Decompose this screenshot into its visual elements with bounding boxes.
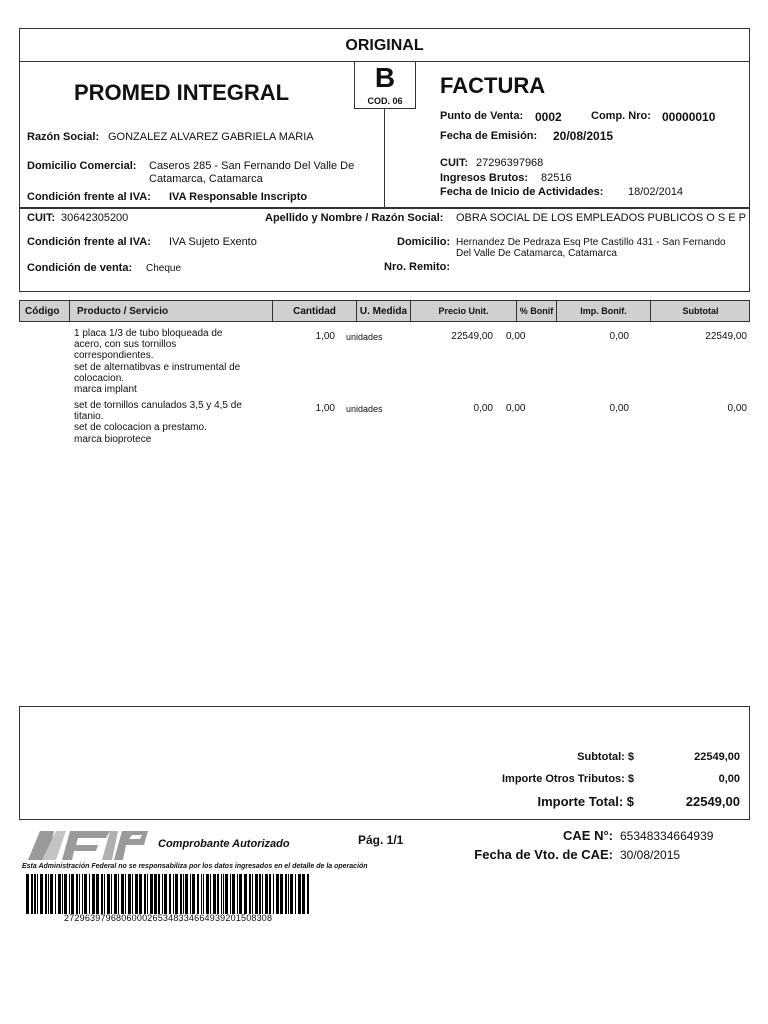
invoice-cod: COD. 06 (367, 96, 403, 106)
row-subtotal: 22549,00 (705, 331, 747, 342)
domicilio-comercial-line2: Catamarca, Catamarca (149, 173, 263, 185)
razon-social-value: GONZALEZ ALVAREZ GABRIELA MARIA (108, 131, 314, 143)
ingresos-brutos-value: 82516 (541, 172, 572, 184)
col-producto: Producto / Servicio (70, 301, 273, 321)
client-cuit-label: CUIT: (27, 212, 56, 224)
col-imp-bonif: Imp. Bonif. (557, 301, 651, 321)
comp-nro-label: Comp. Nro: (591, 110, 651, 122)
row-precio: 0,00 (473, 403, 493, 414)
importe-total-label: Importe Total: $ (537, 794, 634, 809)
items-table-header (19, 300, 750, 322)
ingresos-brutos-label: Ingresos Brutos: (440, 172, 529, 184)
client-nombre-value: OBRA SOCIAL DE LOS EMPLEADOS PUBLICOS O S E P (456, 212, 746, 224)
condicion-venta-label: Condición de venta: (27, 262, 133, 274)
row-description-line: set de tornillos canulados 3,5 y 4,5 de (74, 400, 242, 411)
fecha-emision-label: Fecha de Emisión: (440, 130, 538, 142)
barcode (26, 874, 411, 914)
client-iva-value: IVA Sujeto Exento (169, 236, 257, 248)
row-medida: unidades (346, 332, 383, 342)
remito-label: Nro. Remito: (384, 261, 450, 273)
table-row (19, 400, 750, 450)
cae-label: CAE N°: (563, 828, 613, 843)
punto-venta-label: Punto de Venta: (440, 110, 524, 122)
original-banner (19, 28, 750, 62)
row-description-line: marca implant (74, 384, 137, 396)
totals-section (19, 706, 750, 820)
client-domicilio-label: Domicilio: (397, 236, 451, 248)
inicio-actividades-value: 18/02/2014 (628, 186, 684, 198)
table-row (19, 328, 750, 398)
subtotal-label: Subtotal: $ (577, 751, 634, 763)
razon-social-label: Razón Social: (27, 131, 100, 143)
domicilio-comercial-line1: Caseros 285 - San Fernando Del Valle De (149, 160, 355, 172)
col-codigo: Código (20, 301, 70, 321)
otros-tributos-label: Importe Otros Tributos: $ (501, 773, 634, 785)
row-description-line: set de colocacion a prestamo. (74, 422, 207, 434)
invoice-letter-box (354, 61, 416, 109)
client-domicilio-line2: Del Valle De Catamarca, Catamarca (456, 248, 617, 259)
row-cantidad: 1,00 (315, 331, 335, 342)
row-description-line: colocacion. (74, 372, 125, 384)
row-bonif: 0,00 (506, 331, 526, 342)
invoice-letter: B (374, 62, 396, 93)
company-name: PROMED INTEGRAL (74, 80, 290, 105)
client-iva-label: Condición frente al IVA: (27, 236, 151, 248)
fecha-emision-value: 20/08/2015 (553, 129, 614, 143)
col-subtotal: Subtotal (682, 306, 719, 316)
afip-disclaimer: Esta Administración Federal no se responsabiliza por los datos ingresados en el detalle de la operación (22, 863, 368, 870)
row-description-line: correspondientes. (74, 350, 154, 362)
row-medida: unidades (346, 404, 383, 414)
row-imp-bonif: 0,00 (609, 331, 629, 342)
row-description-line: acero, con sus tornillos (74, 339, 177, 351)
row-description (74, 328, 264, 395)
issuer-cuit-label: CUIT: (440, 157, 469, 169)
issuer-iva-label: Condición frente al IVA: (27, 191, 151, 203)
issuer-divider (384, 108, 385, 208)
client-nombre-label: Apellido y Nombre / Razón Social: (265, 212, 444, 224)
punto-venta-value: 0002 (535, 110, 562, 124)
row-description (74, 400, 264, 445)
doc-type: FACTURA (440, 73, 546, 98)
barcode-number: 27296397968060002653483346649392015083​08 (64, 913, 273, 923)
importe-total-value: 22549,00 (685, 794, 740, 809)
inicio-actividades-label: Fecha de Inicio de Actividades: (440, 186, 604, 198)
cae-value: 65348334664939 (620, 829, 714, 843)
col-medida: U. Medida (357, 301, 411, 321)
row-description-line: marca bioprotece (74, 433, 152, 445)
row-bonif: 0,00 (506, 403, 526, 414)
afip-logo-icon (26, 829, 150, 861)
client-cuit-value: 30642305200 (61, 212, 129, 224)
comprobante-autorizado: Comprobante Autorizado (158, 838, 290, 850)
row-cantidad: 1,00 (315, 403, 335, 414)
issuer-iva-value: IVA Responsable Inscripto (169, 191, 308, 203)
original-label: ORIGINAL (345, 37, 424, 54)
issuer-cuit-value: 27296397968 (476, 157, 544, 169)
row-precio: 22549,00 (451, 331, 493, 342)
page-number: Pág. 1/1 (358, 833, 404, 847)
cae-vto-value: 30/08/2015 (620, 848, 681, 862)
row-imp-bonif: 0,00 (609, 403, 629, 414)
domicilio-comercial-label: Domicilio Comercial: (27, 160, 137, 172)
client-domicilio-line1: Hernandez De Pedraza Esq Pte Castillo 431 - San Fernando (456, 237, 726, 248)
cae-vto-label: Fecha de Vto. de CAE: (474, 847, 613, 862)
col-cantidad: Cantidad (273, 301, 357, 321)
condicion-venta-value: Cheque (146, 263, 182, 274)
row-description-line: 1 placa 1/3 de tubo bloqueada de (74, 328, 223, 339)
otros-tributos-value: 0,00 (718, 773, 740, 785)
subtotal-value: 22549,00 (694, 751, 740, 763)
row-description-line: set de alternatibvas e instrumental de (74, 361, 241, 373)
barcode-bar (309, 874, 310, 914)
col-bonif: % Bonif (517, 301, 557, 321)
comp-nro-value: 00000010 (662, 110, 716, 124)
col-precio: Precio Unit. (411, 301, 517, 321)
row-description-line: titanio. (74, 411, 104, 423)
row-subtotal: 0,00 (727, 403, 747, 414)
